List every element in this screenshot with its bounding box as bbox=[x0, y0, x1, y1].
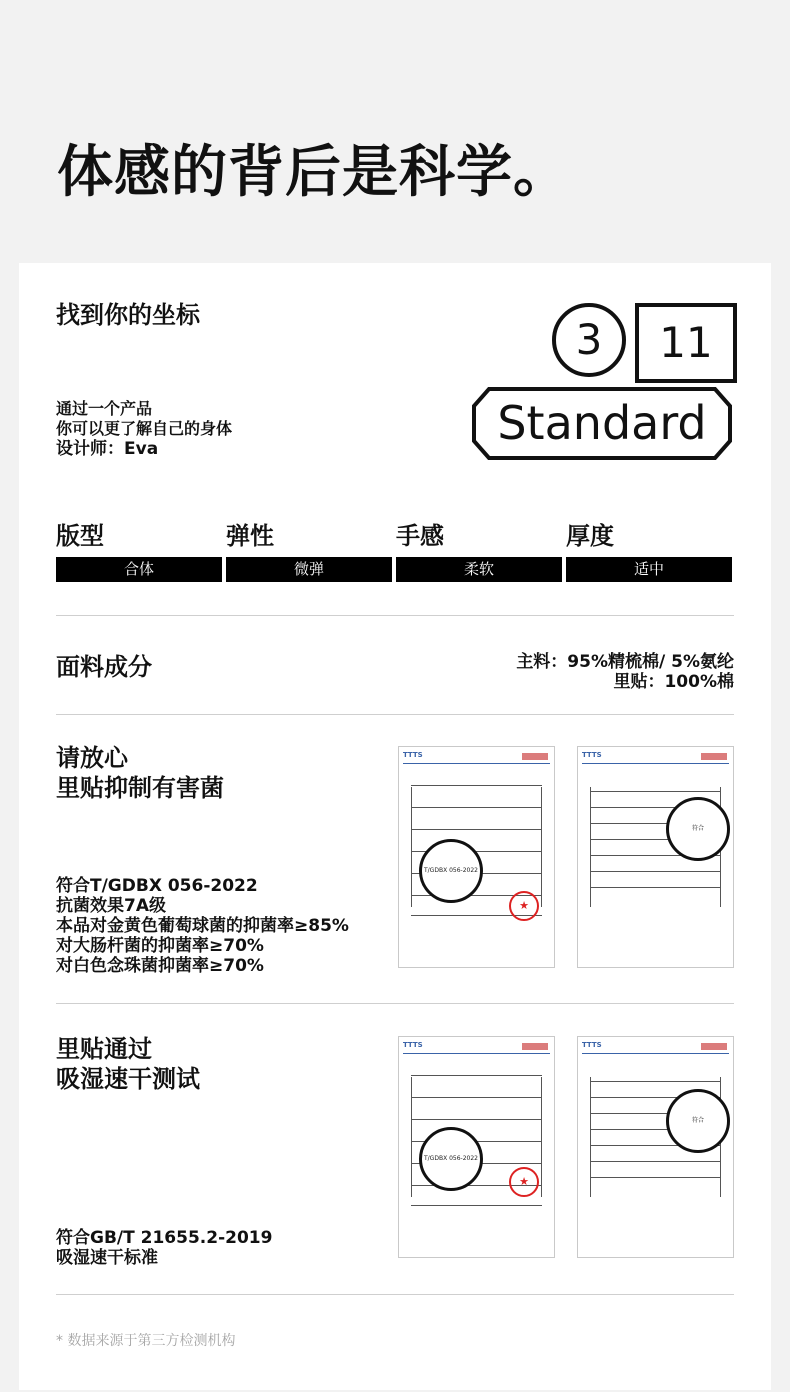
fabric-lining: 里贴：100%棉 bbox=[613, 672, 734, 692]
magnified-standard: T/GDBX 056-2022 bbox=[419, 839, 483, 903]
test-report-image: TTTS 符合 bbox=[577, 1036, 734, 1258]
magnified-result: 符合 bbox=[666, 1089, 730, 1153]
fabric-main: 主料：95%精梳棉/ 5%氨纶 bbox=[516, 652, 734, 672]
attribute-value: 适中 bbox=[566, 557, 732, 582]
intro-line-2: 你可以更了解自己的身体 bbox=[56, 419, 233, 438]
detail-line: 符合GB/T 21655.2-2019 bbox=[56, 1228, 273, 1248]
attribute-value: 合体 bbox=[56, 557, 222, 582]
size-square-badge: 11 bbox=[635, 303, 737, 383]
divider bbox=[56, 1294, 734, 1295]
page-title: 体感的背后是科学。 bbox=[57, 140, 570, 205]
size-circle-badge: 3 bbox=[552, 303, 626, 377]
fit-standard-badge bbox=[471, 386, 733, 461]
moisture-heading-1: 里贴通过 bbox=[56, 1035, 152, 1063]
divider bbox=[56, 1003, 734, 1004]
attribute-label: 手感 bbox=[396, 522, 444, 550]
fabric-heading: 面料成分 bbox=[56, 653, 152, 681]
magnified-standard: T/GDBX 056-2022 bbox=[419, 1127, 483, 1191]
detail-line: 符合T/GDBX 056-2022 bbox=[56, 876, 258, 896]
antibacterial-heading-1: 请放心 bbox=[56, 744, 128, 772]
seal-stamp-icon: ★ bbox=[509, 891, 539, 921]
magnified-result: 符合 bbox=[666, 797, 730, 861]
divider bbox=[56, 615, 734, 616]
antibacterial-details bbox=[56, 876, 349, 976]
standard-label: Standard bbox=[497, 396, 707, 450]
test-report-image: TTTS T/GDBX 056-2022 ★ bbox=[398, 746, 555, 968]
attribute-value: 柔软 bbox=[396, 557, 562, 582]
attribute-elasticity bbox=[226, 519, 392, 582]
detail-line: 抗菌效果7A级 bbox=[56, 896, 166, 916]
divider bbox=[56, 714, 734, 715]
attribute-label: 厚度 bbox=[566, 522, 614, 550]
antibacterial-heading-2: 里贴抑制有害菌 bbox=[56, 774, 224, 802]
designer-line: 设计师：Eva bbox=[56, 439, 159, 459]
test-report-image: TTTS 符合 bbox=[577, 746, 734, 968]
spec-card bbox=[19, 263, 771, 1390]
detail-line: 对白色念珠菌抑菌率≥70% bbox=[56, 956, 264, 976]
moisture-heading-2: 吸湿速干测试 bbox=[56, 1065, 200, 1093]
detail-line: 吸湿速干标准 bbox=[56, 1248, 158, 1268]
fabric-composition bbox=[516, 652, 734, 692]
detail-line: 对大肠杆菌的抑菌率≥70% bbox=[56, 936, 264, 956]
data-source-footnote: * 数据来源于第三方检测机构 bbox=[56, 1333, 236, 1349]
attribute-thickness bbox=[566, 519, 732, 582]
attribute-value: 微弹 bbox=[226, 557, 392, 582]
coordinate-heading: 找到你的坐标 bbox=[56, 301, 200, 329]
attribute-feel bbox=[396, 519, 562, 582]
attribute-fit bbox=[56, 519, 222, 582]
moisture-details bbox=[56, 1228, 272, 1268]
attribute-label: 弹性 bbox=[226, 522, 274, 550]
seal-stamp-icon: ★ bbox=[509, 1167, 539, 1197]
test-report-image: TTTS T/GDBX 056-2022 ★ bbox=[398, 1036, 555, 1258]
attribute-label: 版型 bbox=[56, 522, 104, 550]
intro-line-1: 通过一个产品 bbox=[56, 399, 153, 418]
detail-line: 本品对金黄色葡萄球菌的抑菌率≥85% bbox=[56, 916, 349, 936]
